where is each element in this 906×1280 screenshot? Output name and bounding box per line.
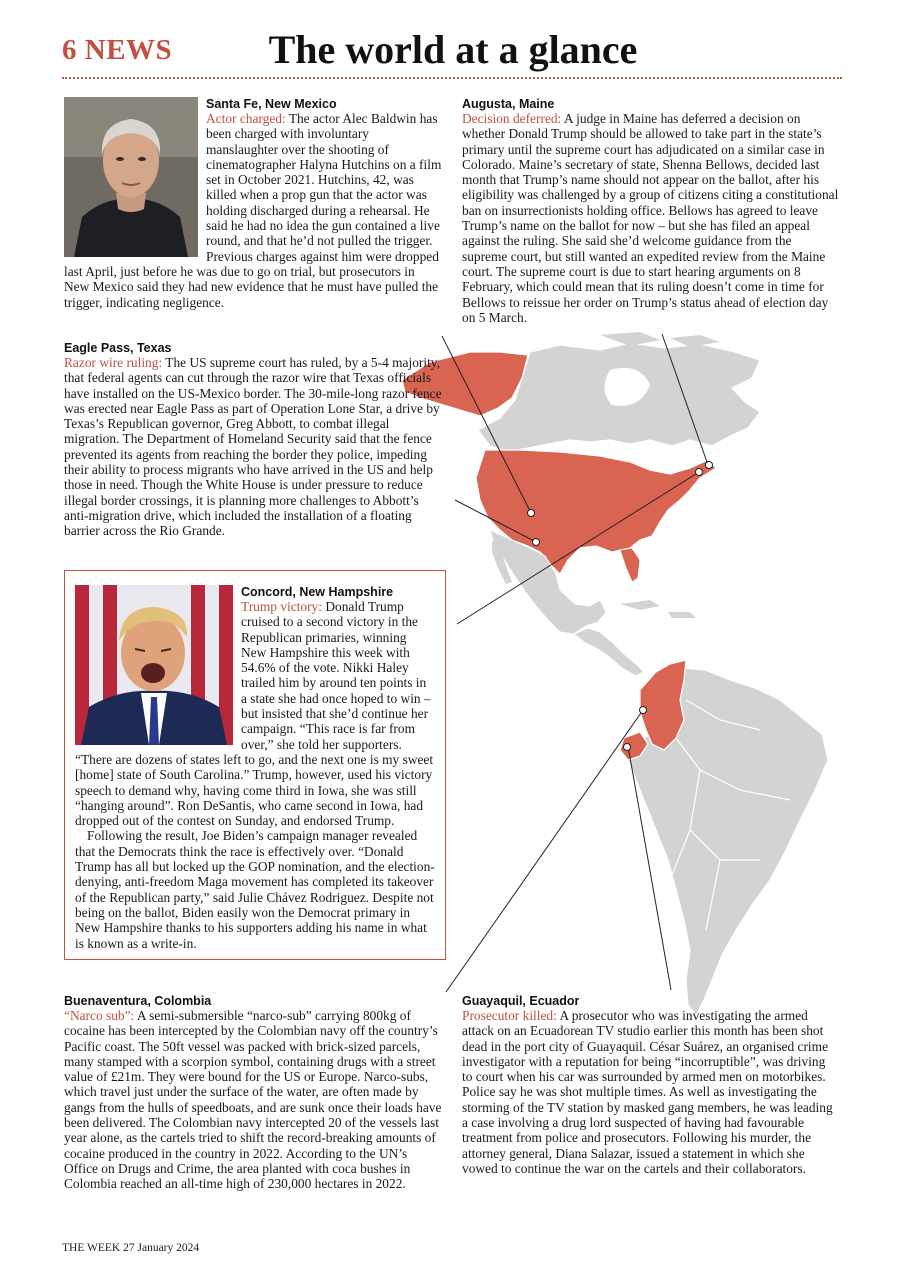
photo-donald-trump	[75, 585, 233, 745]
page-title: The world at a glance	[268, 27, 638, 72]
story-santa-fe	[64, 97, 442, 310]
americas-map	[380, 330, 840, 1030]
story-augusta	[462, 97, 840, 325]
story-body: The actor Alec Baldwin has been charged with involuntary manslaughter over the shooting of cinematographer Halyna Hutchins on a film set in October 2021. Hutchins, 42, was killed when a prop gun that the actor was holding discharged during a rehearsal. He said he had no idea the gun contained a live round, and that he’d not pulled the trigger. Previous charges against him were dropped last April, just before he was due to go on trial, but prosecutors in New Mexico said they had new evidence that he must have pulled the trigger, indicating negligence.	[64, 111, 442, 310]
photo-alec-baldwin	[64, 97, 198, 257]
story-concord	[64, 570, 446, 960]
marker-augusta	[706, 462, 713, 469]
story-body-continued: Following the result, Joe Biden’s campaign manager revealed that the Democrats think the race is effectively over. “Donald Trump has all but locked up the GOP nomination, and the election-denying, anti-freedom Maga movement has completed its takeover of the Republican party,” said Julie Chávez Rodriguez. Despite not being on the ballot, Biden easily won the Democrat primary in New Hampshire thanks to his supporters adding his name in what is known as a write-in.	[75, 828, 435, 951]
story-place: Buenaventura, Colombia	[64, 994, 212, 1008]
story-lead: Decision deferred:	[462, 111, 562, 126]
florida	[620, 548, 640, 582]
story-lead: Trump victory:	[241, 599, 322, 614]
header-rule	[62, 77, 842, 79]
story-guayaquil	[462, 994, 838, 1176]
page-footer	[62, 1242, 199, 1254]
story-lead: Razor wire ruling:	[64, 355, 163, 370]
story-place: Santa Fe, New Mexico	[206, 97, 337, 111]
story-eagle-pass	[64, 341, 446, 539]
story-body: Donald Trump cruised to a second victory in the Republican primaries, winning New Hampshire this week with 54.6% of the vote. Nikki Haley trailed him by around ten points in a state she had once hoped to win – but insisted that she’d continue her campaign. “This race is far from over,” she told her supporters. “There are dozens of states left to go, and the next one is my sweet [home] state of South Carolina.” Trump, however, used his victory speech to demand why, having come third in Iowa, she was still “hanging around”. Ron DeSantis, who came second in Iowa, had dropped out of the contest on Sunday, and endorsed Trump.	[75, 599, 434, 829]
story-place: Guayaquil, Ecuador	[462, 994, 580, 1008]
story-buenaventura	[64, 994, 442, 1192]
arctic-islands	[600, 332, 720, 347]
section-label: 6 NEWS	[62, 34, 173, 66]
central-america	[574, 628, 644, 676]
marker-concord	[696, 469, 703, 476]
marker-eagle-pass	[533, 539, 540, 546]
story-place: Augusta, Maine	[462, 97, 555, 111]
marker-buenaventura	[640, 707, 647, 714]
footer-date: 27 January 2024	[123, 1242, 200, 1254]
story-body: A semi-submersible “narco-sub” carrying 800kg of cocaine has been intercepted by the Colombian navy off the country’s Pacific coast. The 50ft vessel was packed with brick-sized parcels, many stamped with a scorpion symbol, containing drugs with a street value of £21m. They were bound for the US or Europe. Narco-subs, which travel just under the surface of the water, are often made by gangs from the hulls of speedboats, and are sunk once their loads have been delivered. The Colombian navy intercepted 20 of the vessels last year alone, as the cartels tried to shift the record-breaking amounts of cocaine produced in the country in 2022. According to the UN’s Office on Drugs and Crime, the area planted with coca bushes in Colombia reached an all-time high of 230,000 hectares in 2022.	[64, 1008, 442, 1192]
story-place: Concord, New Hampshire	[241, 585, 394, 599]
story-lead: “Narco sub”:	[64, 1008, 135, 1023]
story-body: A judge in Maine has deferred a decision on whether Donald Trump should be allowed to take part in the state’s primary until the supreme court has adjudicated on a similar case in Colorado. Maine’s secretary of state, Shenna Bellows, decided last month that Trump’s name should not appear on the ballot, after his eligibility was challenged by a group of citizens citing a constitutional ban on insurrectionists holding office. Bellows has agreed to leave Trump’s name on the ballot for now – but she has filed an appeal against the ruling. She said she’d welcome guidance from the supreme court, but still wanted an expedited review from the Maine court. The supreme court is due to start hearing arguments on 8 February, which could mean that its ruling doesn’t come in time for Bellows to reissue her order on Trump’s status ahead of election day on 5 March.	[462, 111, 839, 325]
marker-guayaquil	[624, 744, 631, 751]
story-lead: Actor charged:	[206, 111, 286, 126]
footer-publication: THE WEEK	[62, 1242, 121, 1254]
caribbean	[620, 600, 696, 618]
story-lead: Prosecutor killed:	[462, 1008, 557, 1023]
leader-buenaventura	[446, 710, 643, 992]
story-body: The US supreme court has ruled, by a 5-4 majority, that federal agents can cut through the razor wire that Texas officials have installed on the US-Mexico border. The 30-mile-long razor fence was erected near Eagle Pass as part of Operation Lone Star, a drive by Texas’s Republican governor, Greg Abbott, to combat illegal migration. The Department of Homeland Security said that the fence prevented its agents from reaching the border they police, impeding their ability to process migrants who have arrived in the US and help those in need. Though the White House is under pressure to reduce illegal border crossings, it is planning more challenges to Abbott’s anti-migration drive, which included the installation of a floating barrier across the Rio Grande.	[64, 355, 442, 539]
story-body: A prosecutor who was investigating the armed attack on an Ecuadorean TV studio earlier this month has been shot dead in the port city of Guayaquil. César Suárez, an organised crime investigator with a reputation for being “incorruptible”, was driving to court when his car was surrounded by armed men on motorbikes. Police say he was shot multiple times. As well as investigating the storming of the TV station by masked gang members, he was leading a case involving a drug lord suspected of having had favourable treatment from police and prosecutors. Following his murder, the attorney general, Diana Salazar, issued a statement in which she vowed to continue the war on the cartels and their collaborators.	[462, 1008, 833, 1176]
marker-santa-fe	[528, 510, 535, 517]
story-place: Eagle Pass, Texas	[64, 341, 172, 355]
